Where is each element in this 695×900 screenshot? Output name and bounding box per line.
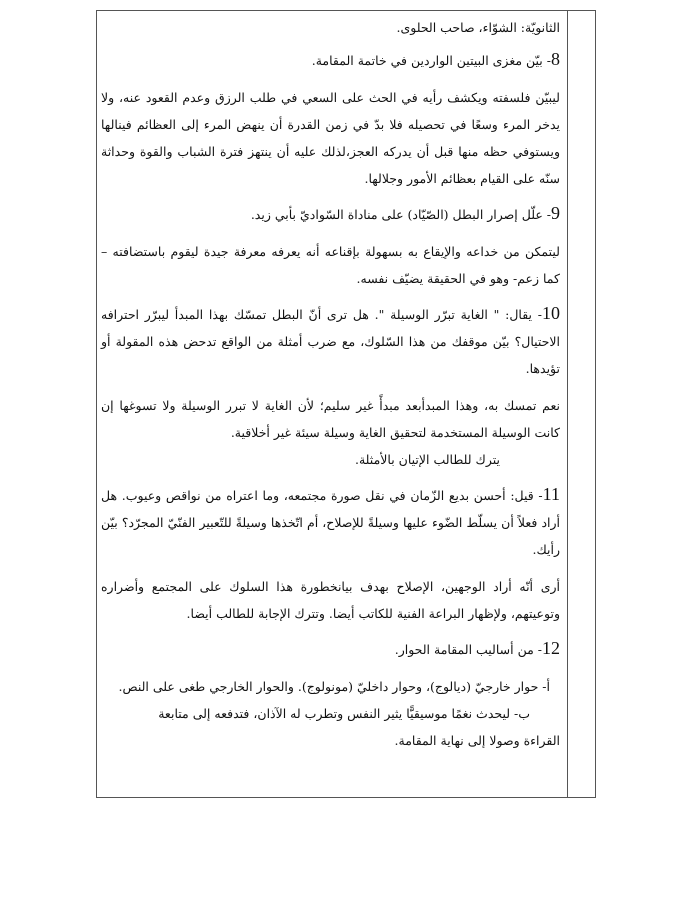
answer-12-c: القراءة وصولا إلى نهاية المقامة. xyxy=(394,733,560,748)
question-11 xyxy=(101,481,560,563)
question-text: - قيل: أحسن بديع الزّمان في نقل صورة مجتمعه، وما اعتراه من نواقص وعيوب. هل أراد فعلاً أن يسلّط الضّوء عليها وسيلةً للإصلاح، أم اتّخذها وسيلةً للتّعبير الفنّيّ المجرّد؟ بيّن رأيك. xyxy=(101,488,560,557)
question-number: 9 xyxy=(551,203,560,223)
answer-12-b: ب- ليحدث نغمًا موسيقيًّا يثير النفس وتطرب له الآذان، فتدفعه إلى متابعة xyxy=(158,706,530,721)
question-8 xyxy=(101,46,560,74)
question-number: 11 xyxy=(542,484,560,504)
answer-8: ليبيّن فلسفته ويكشف رأيه في الحث على السعي في طلب الرزق وعدم القعود عنه، ولا يدخر المرء وسعًا في تحصيله فلا بدّ في زمن القدرة أن ينهض المرء إلى العظائم فينالها ويستوفي حظه منها قبل أن يدركه العجز،لذلك عليه أن ينتهز فترة الشباب والقوة وحداثة سنّه على القيام بعظائم الأمور وجلالها. xyxy=(101,90,560,186)
question-text: - من أساليب المقامة الحوار. xyxy=(394,642,542,657)
question-number: 8 xyxy=(551,49,560,69)
question-10 xyxy=(101,300,560,382)
question-12 xyxy=(101,635,560,663)
answer-10: نعم تمسك به، وهذا المبدأبعد مبدأً غير سليم؛ لأن الغاية لا تبرر الوسيلة ولا تسوغها إن كانت الوسيلة المستخدمة لتحقيق الغاية وسيلة سيئة غير أخلاقية. xyxy=(101,398,560,440)
column-divider xyxy=(567,10,568,798)
answer-column xyxy=(101,14,560,754)
question-text: - بيّن مغزى البيتين الواردين في خاتمة المقامة. xyxy=(311,53,551,68)
answer-11: أرى أنّه أراد الوجهين، الإصلاح بهدف بيانخطورة هذا السلوك على المجتمع وأضراره وتوعيتهم، ولإظهار البراعة الفنية للكاتب أيضا. وتترك الإجابة للطالب أيضا. xyxy=(101,579,560,621)
answer-line: الثانويّة: الشوّاء، صاحب الحلوى. xyxy=(396,20,560,35)
question-number: 12 xyxy=(542,638,560,658)
answer-12-a: أ- حوار خارجيّ (ديالوج)، وحوار داخليّ (مونولوج). والحوار الخارجي طغى على النص. xyxy=(118,679,550,694)
question-text: - يقال: " الغاية تبرّر الوسيلة ". هل ترى أنّ البطل تمسّك بهذا المبدأ ليبرّر احترافه الاحتيال؟ بيّن موقفك من هذا السّلوك، مع ضرب أمثلة من الواقع تدحض هذه المقولة أو تؤيدها. xyxy=(101,307,560,376)
answer-9: ليتمكن من خداعه والإيقاع به بسهولة بإقناعه أنه يعرفه معرفة جيدة ليقوم باستضافته – كما زعم- وهو في الحقيقة يضيّف نفسه. xyxy=(101,244,560,286)
question-number: 10 xyxy=(542,303,560,323)
question-text: - علّل إصرار البطل (الصّيّاد) على مناداة السّواديّ بأبي زيد. xyxy=(250,207,551,222)
answer-10-note: يترك للطالب الإتيان بالأمثلة. xyxy=(354,452,500,467)
question-9 xyxy=(101,200,560,228)
